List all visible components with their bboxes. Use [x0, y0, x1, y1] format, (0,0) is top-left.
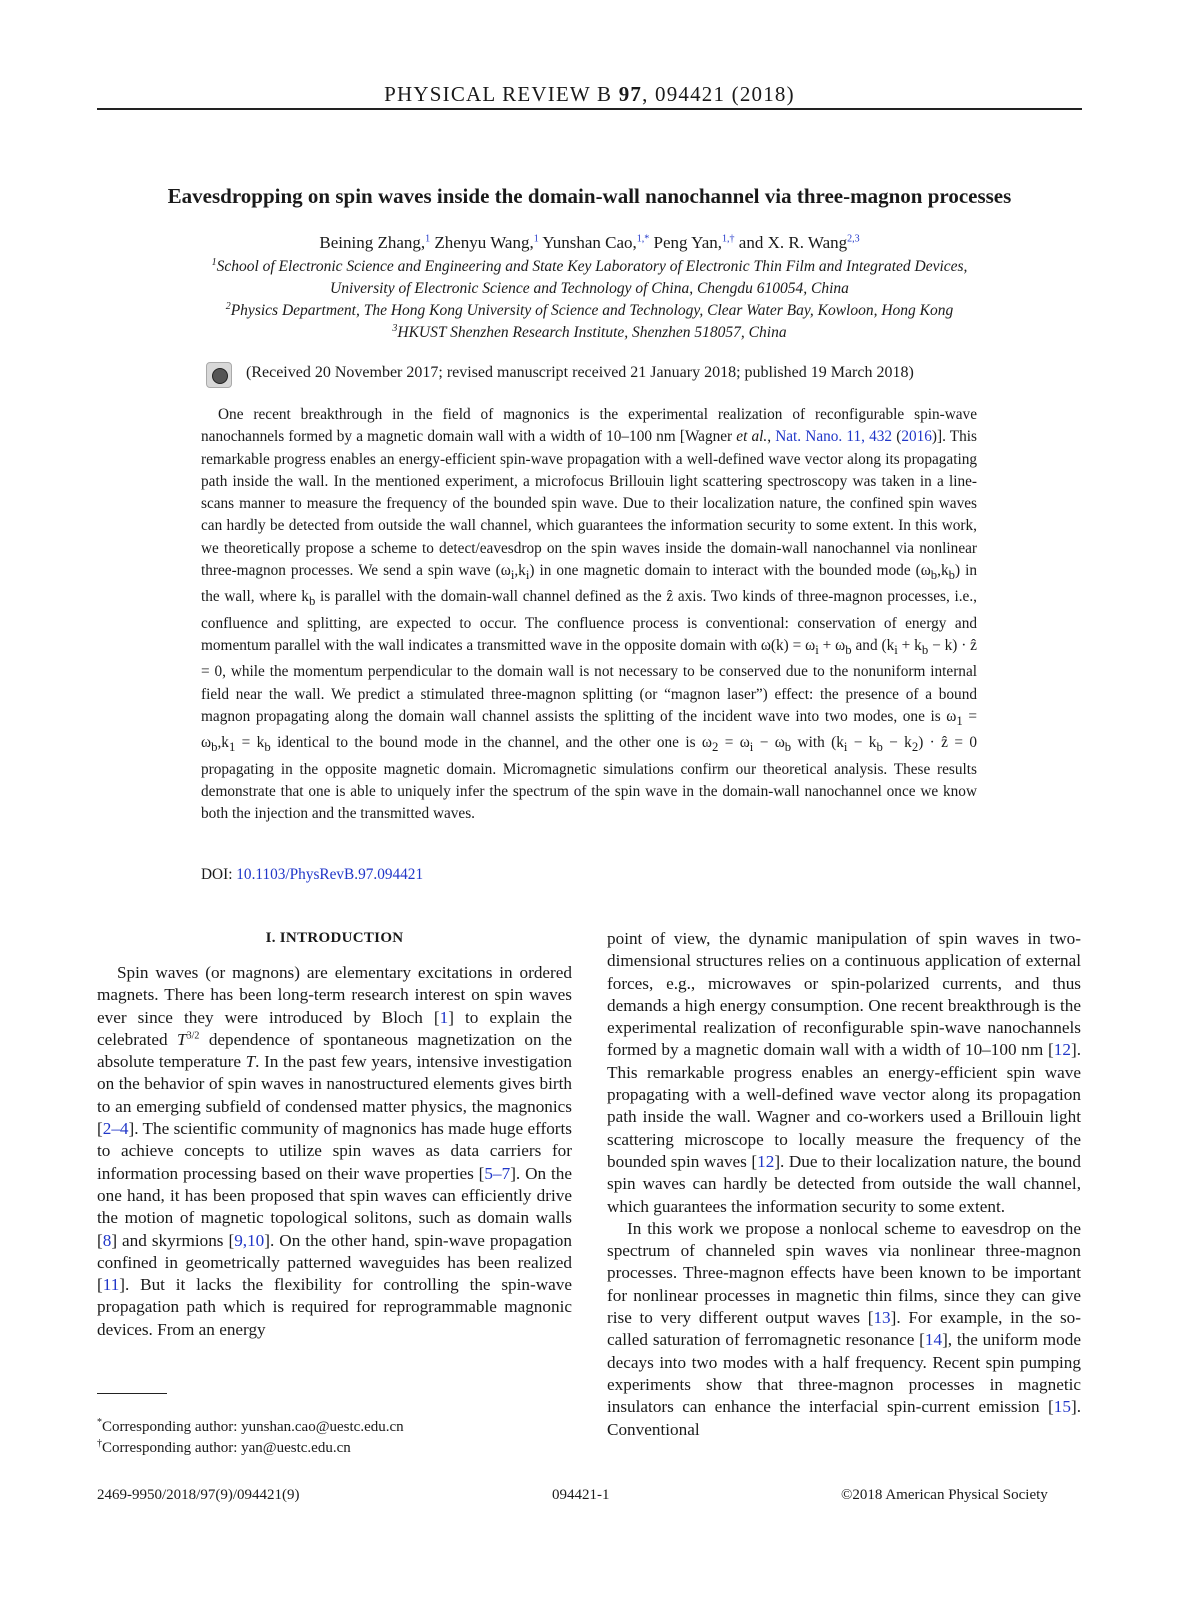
abstract-text: ,k: [514, 562, 526, 580]
abstract-text: with (k: [791, 734, 844, 752]
abstract-text: One recent breakthrough in the field of magnonics is the experimental realization of reconfigurable spin-wave nanochannels formed by a magnetic domain wall with a width of 10–100 nm [Wagner: [201, 406, 977, 446]
subscript: i: [510, 568, 515, 583]
intro-left-column: [97, 962, 572, 1341]
abstract-text: ) · ẑ = 0 propagating in the opposite magnetic domain. Micromagnetic simulations confirm our theoretical analysis. These results demonstrate that one is able to uniquely infer the spectrum of the spin wave in the domain-wall nanochannel once we know both the injection and the transmitted waves.: [201, 734, 977, 823]
footnote-2: [97, 1440, 351, 1457]
abstract-text: + ω: [818, 637, 846, 655]
citation-link[interactable]: 14: [924, 1330, 943, 1350]
subscript: i: [894, 643, 898, 658]
abstract-text: ,: [767, 428, 776, 446]
section-heading: I. INTRODUCTION: [265, 930, 404, 946]
body-text: ]. On the one hand, it has been proposed that spin waves can efficiently drive the motion of magnetic topological solitons, such as domain walls [: [97, 1163, 572, 1250]
body-text: ]. Conventional: [607, 1397, 1081, 1439]
subscript: b: [845, 643, 852, 658]
paper-title: Eavesdropping on spin waves inside the domain-wall nanochannel via three-magnon processes: [167, 184, 1012, 208]
subscript: i: [749, 740, 754, 755]
subscript: b: [948, 568, 956, 583]
footer-copyright: ©2018 American Physical Society: [841, 1487, 1048, 1503]
abstract-text: is parallel with the domain-wall channel defined as the ẑ axis. Two kinds of three-magnon processes, i.e., confluence and splitting, are expected to occur. The confluence process is conventional: conservation of energy and momentum parallel with the wall indicates a transmitted wave in the opposite domain with ω(k) = ω: [201, 588, 977, 655]
footnote-text: Corresponding author: yunshan.cao@uestc.edu.cn: [102, 1419, 404, 1435]
affiliation-1a: [97, 258, 1082, 276]
subscript: b: [784, 740, 792, 755]
reference-link[interactable]: Nat. Nano. 11, 432: [775, 428, 893, 446]
body-text: . In the past few years, intensive investigation on the behavior of spin waves in nanostructured elements gives birth to an emerging subfield of condensed matter physics, the magnonics [: [97, 1052, 572, 1139]
citation-link[interactable]: 5–7: [484, 1163, 511, 1183]
affiliation-3: [97, 324, 1082, 342]
header-rule: [97, 108, 1082, 110]
intro-right-column: [607, 928, 1081, 1441]
abstract-text: )]. This remarkable progress enables an energy-efficient spin-wave propagation with a well-defined wave vector along its propagating path inside the wall. In the mentioned experiment, a microfocus Brillouin light scattering spectroscopy was taken in a line-scans manner to measure the frequency of the bounded spin wave. Due to their localization nature, the confined spin waves can hardly be detected from outside the wall channel, which guarantees the information security to some extent. In this work, we theoretically propose a scheme to detect/eavesdrop on the spin waves inside the domain-wall nanochannel via nonlinear three-magnon processes. We send a spin wave (ω: [201, 428, 977, 580]
body-text: ]. This remarkable progress enables an energy-efficient spin wave propagating with a well-defined wave vector along its propagation path inside the wall. Wagner and co-workers used a Brillouin light scattering microscope to locally measure the frequency of the bounded spin waves [: [607, 1040, 1081, 1171]
body-text: point of view, the dynamic manipulation of spin waves in two-dimensional structures relies on a continuous application of external forces, e.g., microwaves or spin-polarized currents, and thus demands a high energy consumption. One recent breakthrough is the experimental realization of reconfigurable spin-wave nanochannels formed by a magnetic domain wall with a width of 10–100 nm [: [607, 929, 1081, 1060]
abstract-text: = ω: [201, 708, 977, 752]
abstract-text: ,k: [217, 734, 229, 752]
abstract: [201, 404, 977, 826]
footer-issn: 2469-9950/2018/97(9)/094421(9): [97, 1487, 300, 1503]
reference-link[interactable]: 2016: [901, 428, 932, 446]
subscript: i: [815, 643, 819, 658]
article-number: , 094421 (2018): [642, 82, 795, 106]
subscript: b: [876, 740, 883, 755]
math-symbol: T: [245, 1052, 256, 1072]
author: Zhenyu Wang,: [430, 233, 534, 252]
affiliation-2: [97, 302, 1082, 320]
abstract-text: + k: [897, 637, 922, 655]
abstract-text: − k: [847, 734, 877, 752]
doi-label: DOI:: [201, 866, 237, 883]
abstract-text: − k) · ẑ = 0, while the momentum perpendicular to the domain wall is not necessary to be conserved due to the nonuniform internal field near the wall. We predict a stimulated three-magnon splitting (or “magnon laser”) effect: the presence of a bound magnon propagating along the domain wall channel assists the splitting of the incident wave into two modes, one is ω: [201, 637, 977, 725]
paragraph: [607, 1218, 1081, 1441]
received-dates: (Received 20 November 2017; revised manuscript received 21 January 2018; published 19 March 2018): [246, 364, 914, 381]
footnote-text: Corresponding author: yan@uestc.edu.cn: [102, 1440, 351, 1456]
abstract-text: identical to the bound mode in the channel, and the other one is ω: [270, 734, 712, 752]
subscript: b: [921, 643, 929, 658]
body-text: ]. For example, in the so-called saturation of ferromagnetic resonance [: [607, 1308, 1081, 1350]
journal-name: PHYSICAL REVIEW B: [384, 82, 619, 106]
doi-link[interactable]: 10.1103/PhysRevB.97.094421: [236, 866, 424, 883]
affiliation-text: Physics Department, The Hong Kong University of Science and Technology, Clear Water Bay, Kowloon, Hong Kong: [230, 302, 954, 319]
citation-link[interactable]: 11: [102, 1275, 120, 1295]
affiliation-text: School of Electronic Science and Engineering and State Key Laboratory of Electronic Thin Film and Integrated Devices,: [216, 258, 968, 275]
journal-volume: 97: [618, 82, 643, 106]
footnote-rule: [97, 1393, 167, 1394]
subscript: i: [525, 568, 530, 583]
affiliation-mark: 3: [392, 322, 398, 334]
author: Beining Zhang,: [319, 233, 426, 252]
paragraph: [607, 928, 1081, 1218]
citation-link[interactable]: 15: [1053, 1397, 1071, 1417]
affiliation-ref[interactable]: 1,*: [636, 233, 650, 245]
abstract-text: (: [892, 428, 902, 446]
affiliation-text: HKUST Shenzhen Research Institute, Shenzhen 518057, China: [397, 324, 787, 341]
affiliation-mark: 2: [225, 300, 231, 312]
footnote-1: [97, 1419, 404, 1436]
citation-link[interactable]: 12: [1053, 1040, 1071, 1060]
body-text: dependence of spontaneous magnetization on the absolute temperature: [97, 1029, 572, 1072]
affiliation-ref[interactable]: 1,†: [722, 233, 735, 245]
body-text: ] to explain the celebrated: [97, 1007, 572, 1049]
body-text: Spin waves (or magnons) are elementary excitations in ordered magnets. There has been long-term research interest on spin waves ever since they were introduced by Bloch [: [97, 963, 572, 1027]
body-text: ]. But it lacks the flexibility for controlling the spin-wave propagation path which is required for reprogrammable magnonic devices. From an energy: [97, 1275, 572, 1339]
footnote-mark: †: [97, 1438, 102, 1449]
author: Yunshan Cao,: [538, 233, 637, 252]
body-text: ], the uniform mode decays into two modes with a half frequency. Recent spin pumping experiments show that three-magnon processes in magnetic insulators can enhance the interfacial spin-current emission [: [607, 1330, 1081, 1417]
subscript: 1: [956, 714, 963, 729]
footnote-mark: *: [97, 1417, 102, 1428]
abstract-text: = ω: [718, 734, 750, 752]
citation-link[interactable]: 1: [439, 1007, 449, 1027]
subscript: 1: [228, 740, 236, 755]
subscript: b: [930, 568, 938, 583]
body-text: ]. The scientific community of magnonics has made huge efforts to achieve concepts to utilize spin waves as data carriers for information processing based on their wave properties [: [97, 1119, 572, 1183]
affiliation-mark: 1: [211, 256, 217, 268]
affiliation-ref[interactable]: 2,3: [847, 233, 860, 245]
exponent: 3/2: [186, 1030, 200, 1042]
affiliation-1b: [97, 280, 1082, 298]
subscript: b: [308, 594, 316, 609]
citation-link[interactable]: 12: [757, 1151, 775, 1171]
doi: [201, 866, 423, 884]
math-symbol: T: [177, 1029, 187, 1049]
body-text: ] and skyrmions [: [111, 1230, 235, 1250]
subscript: b: [264, 740, 271, 755]
abstract-text: and (k: [851, 637, 895, 655]
author: and X. R. Wang: [734, 233, 848, 252]
citation-link[interactable]: 2–4: [102, 1119, 129, 1139]
journal-header: [97, 82, 1082, 107]
abstract-text: ) in the wall, where k: [201, 562, 977, 606]
author: Peng Yan,: [649, 233, 723, 252]
abstract-text: − k: [882, 734, 912, 752]
subscript: 2: [711, 740, 719, 755]
subscript: b: [211, 740, 218, 755]
affiliation-text: University of Electronic Science and Technology of China, Chengdu 610054, China: [330, 280, 849, 297]
abstract-text: ,k: [937, 562, 949, 580]
crossmark-icon[interactable]: [206, 362, 232, 388]
footer-page-number: 094421-1: [552, 1487, 610, 1503]
body-text: ]. Due to their localization nature, the bound spin waves can hardly be detected from outside the wall channel, which guarantees the information security to some extent.: [607, 1151, 1081, 1216]
author-list: [97, 233, 1082, 253]
abstract-text: et al.: [736, 428, 768, 446]
affiliation-ref[interactable]: 1: [533, 233, 539, 245]
subscript: i: [843, 740, 848, 755]
abstract-text: − ω: [753, 734, 785, 752]
citation-link[interactable]: 9,10: [234, 1230, 265, 1250]
body-text: ]. On the other hand, spin-wave propagation confined in geometrically patterned waveguides has been realized [: [97, 1230, 572, 1295]
citation-link[interactable]: 13: [873, 1308, 891, 1328]
subscript: 2: [911, 740, 919, 755]
abstract-text: ) in one magnetic domain to interact with the bounded mode (ω: [529, 562, 931, 580]
abstract-text: = k: [235, 734, 265, 752]
body-text: In this work we propose a nonlocal scheme to eavesdrop on the spectrum of channeled spin waves via nonlinear three-magnon processes. Three-magnon effects have been known to be important for nonlinear processes in magnetic thin films, since they can give rise to very different output waves [: [607, 1218, 1081, 1328]
citation-link[interactable]: 8: [102, 1230, 112, 1250]
affiliation-ref[interactable]: 1: [425, 233, 431, 245]
